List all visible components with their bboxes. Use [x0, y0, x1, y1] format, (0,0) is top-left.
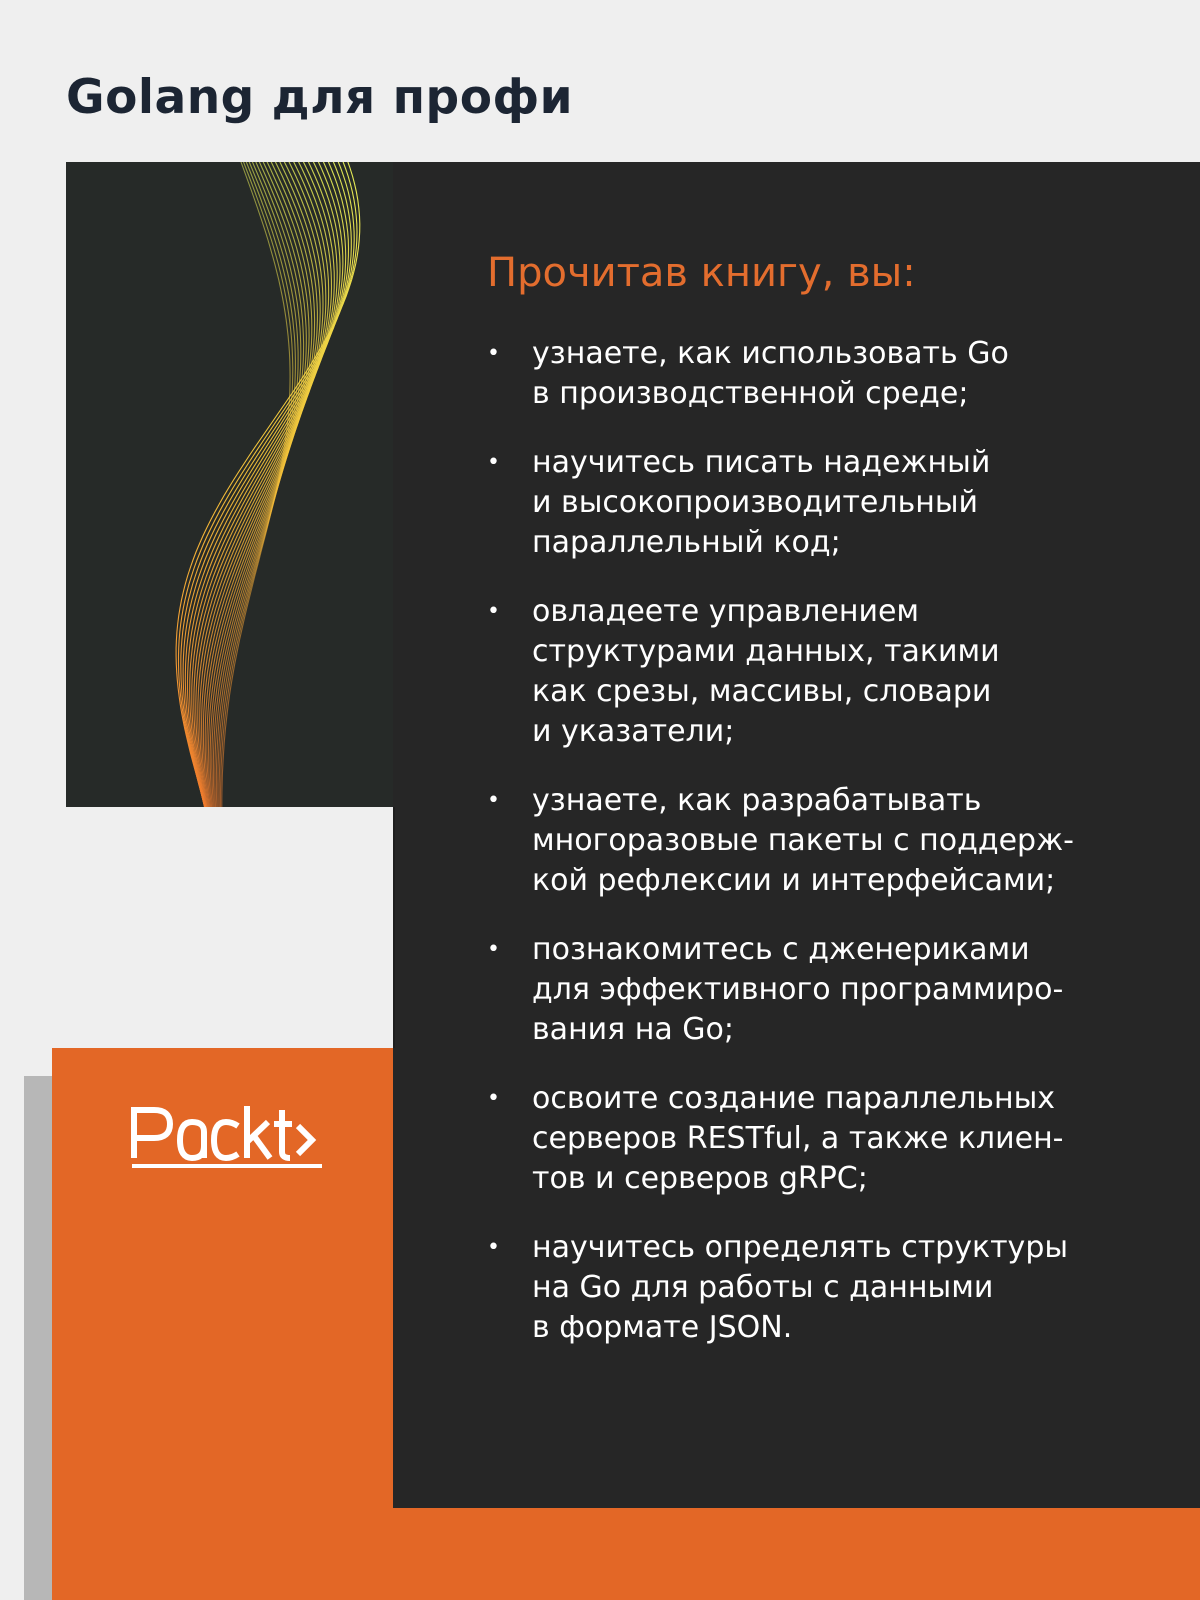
- wave-line: [215, 162, 304, 807]
- wave-line: [200, 162, 329, 807]
- benefit-text: узнаете, как использовать Go в производственной среде;: [532, 336, 1009, 411]
- bullet-icon: •: [487, 341, 500, 366]
- wave-line: [216, 162, 300, 807]
- benefit-item: [487, 1228, 1107, 1348]
- wave-lines-illustration: [66, 162, 400, 807]
- benefit-item: [487, 443, 1107, 563]
- gray-accent-strip: [24, 1076, 52, 1600]
- benefit-text: научитесь писать надежный и высокопроизводительный параллельный код;: [532, 445, 991, 560]
- benefit-item: [487, 781, 1107, 901]
- bullet-icon: •: [487, 788, 500, 813]
- benefit-text: познакомитесь с дженериками для эффективного программиро- вания на Go;: [532, 932, 1064, 1047]
- benefits-list: [487, 334, 1107, 1377]
- bullet-icon: •: [487, 450, 500, 475]
- page-title: Golang для профи: [66, 70, 574, 125]
- wave-line: [218, 162, 298, 807]
- section-heading: Прочитав книгу, вы:: [487, 250, 916, 296]
- packt-logo: [130, 1100, 330, 1172]
- packt-logo-mark: [130, 1100, 330, 1172]
- bullet-icon: •: [487, 599, 500, 624]
- bullet-icon: •: [487, 1086, 500, 1111]
- benefit-text: освоите создание параллельных серверов RESTful, а также клиен- тов и серверов gRPC;: [532, 1081, 1064, 1196]
- benefit-item: [487, 930, 1107, 1050]
- benefit-text: узнаете, как разрабатывать многоразовые пакеты с поддерж- кой рефлексии и интерфейсами;: [532, 783, 1074, 898]
- benefit-text: овладеете управлением структурами данных, такими как срезы, массивы, словари и указатели;: [532, 594, 1000, 749]
- panel-edge-shadow: [393, 807, 395, 1048]
- bullet-icon: •: [487, 1235, 500, 1260]
- bullet-icon: •: [487, 937, 500, 962]
- benefit-text: научитесь определять структуры на Go для работы с данными в формате JSON.: [532, 1230, 1069, 1345]
- benefit-item: [487, 592, 1107, 752]
- wave-line: [188, 162, 346, 807]
- benefit-item: [487, 1079, 1107, 1199]
- wave-line: [222, 162, 290, 807]
- cover-wave-art: [66, 162, 400, 807]
- benefit-item: [487, 334, 1107, 414]
